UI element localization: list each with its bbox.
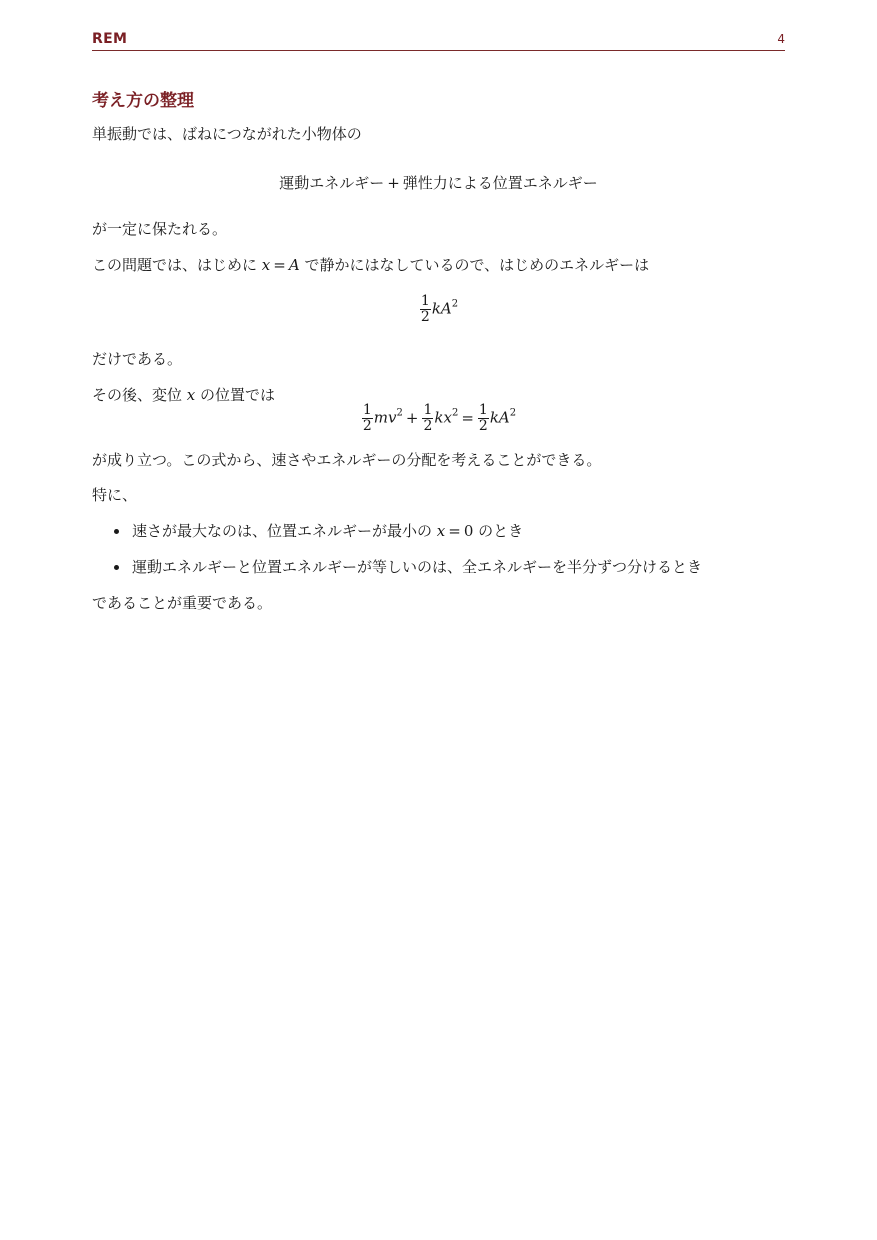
equation-energy-conservation [92, 403, 785, 434]
exponent: 2 [451, 407, 459, 419]
term-kx: kx [434, 408, 452, 427]
initial-text-before: この問題では、はじめに [92, 256, 258, 274]
fraction-numerator: 1 [420, 293, 430, 309]
math-equals: = [273, 256, 286, 274]
fraction-half [420, 294, 431, 325]
fraction-denominator: 2 [423, 418, 433, 434]
exponent: 2 [451, 298, 459, 310]
fraction-numerator: 1 [362, 402, 372, 418]
fraction-denominator: 2 [420, 309, 430, 325]
term-kA: kA [431, 299, 452, 318]
exponent: 2 [509, 407, 517, 419]
equation-plus: + [405, 408, 419, 427]
list-item-text [132, 521, 523, 541]
running-header [92, 30, 785, 51]
bullet-text-after: のとき [478, 522, 524, 540]
bullet-icon [114, 565, 119, 570]
paragraph-initial-condition [92, 255, 649, 275]
exponent: 2 [396, 407, 403, 419]
paragraph-holds: が成り立つ。この式から、速さやエネルギーの分配を考えることができる。 [92, 451, 602, 469]
fraction-denominator: 2 [362, 418, 372, 434]
math-x: x [261, 256, 271, 274]
math-x: x [186, 386, 196, 404]
fraction-half [478, 403, 489, 434]
bullet-text-before: 速さが最大なのは、位置エネルギーが最小の [132, 522, 433, 540]
math-A: A [288, 256, 300, 274]
paragraph-intro: 単振動では、ばねにつながれた小物体の [92, 125, 362, 143]
math-equals: = [448, 522, 461, 540]
fraction-numerator: 1 [478, 402, 488, 418]
bullet-icon [114, 529, 119, 534]
equation-kinetic-term: 運動エネルギー [279, 174, 385, 192]
fraction-half [422, 403, 433, 434]
page-number: 4 [777, 32, 785, 46]
paragraph-especially: 特に、 [92, 486, 138, 504]
paragraph-only: だけである。 [92, 350, 183, 368]
equation-energy-sum [92, 172, 785, 193]
term-kA: kA [489, 408, 510, 427]
displacement-text-after: の位置では [200, 386, 276, 404]
paragraph-conclusion: であることが重要である。 [92, 594, 273, 612]
term-mv: mv [373, 408, 397, 427]
math-zero: 0 [463, 522, 474, 540]
section-title: 考え方の整理 [92, 91, 194, 111]
math-x: x [436, 522, 446, 540]
paragraph-displacement [92, 385, 275, 405]
equation-equals: = [461, 408, 474, 427]
fraction-half [362, 403, 373, 434]
list-item-text: 運動エネルギーと位置エネルギーが等しいのは、全エネルギーを半分ずつ分けるとき [132, 558, 703, 576]
displacement-text-before: その後、変位 [92, 386, 183, 404]
fraction-numerator: 1 [423, 402, 433, 418]
fraction-denominator: 2 [478, 418, 488, 434]
equation-initial-energy [92, 294, 785, 325]
equation-plus: + [387, 174, 400, 192]
paragraph-conserved: が一定に保たれる。 [92, 220, 228, 238]
equation-potential-term: 弾性力による位置エネルギー [402, 174, 598, 192]
initial-text-after: で静かにはなしているので、はじめのエネルギーは [304, 256, 650, 274]
header-title: REM [92, 31, 128, 47]
